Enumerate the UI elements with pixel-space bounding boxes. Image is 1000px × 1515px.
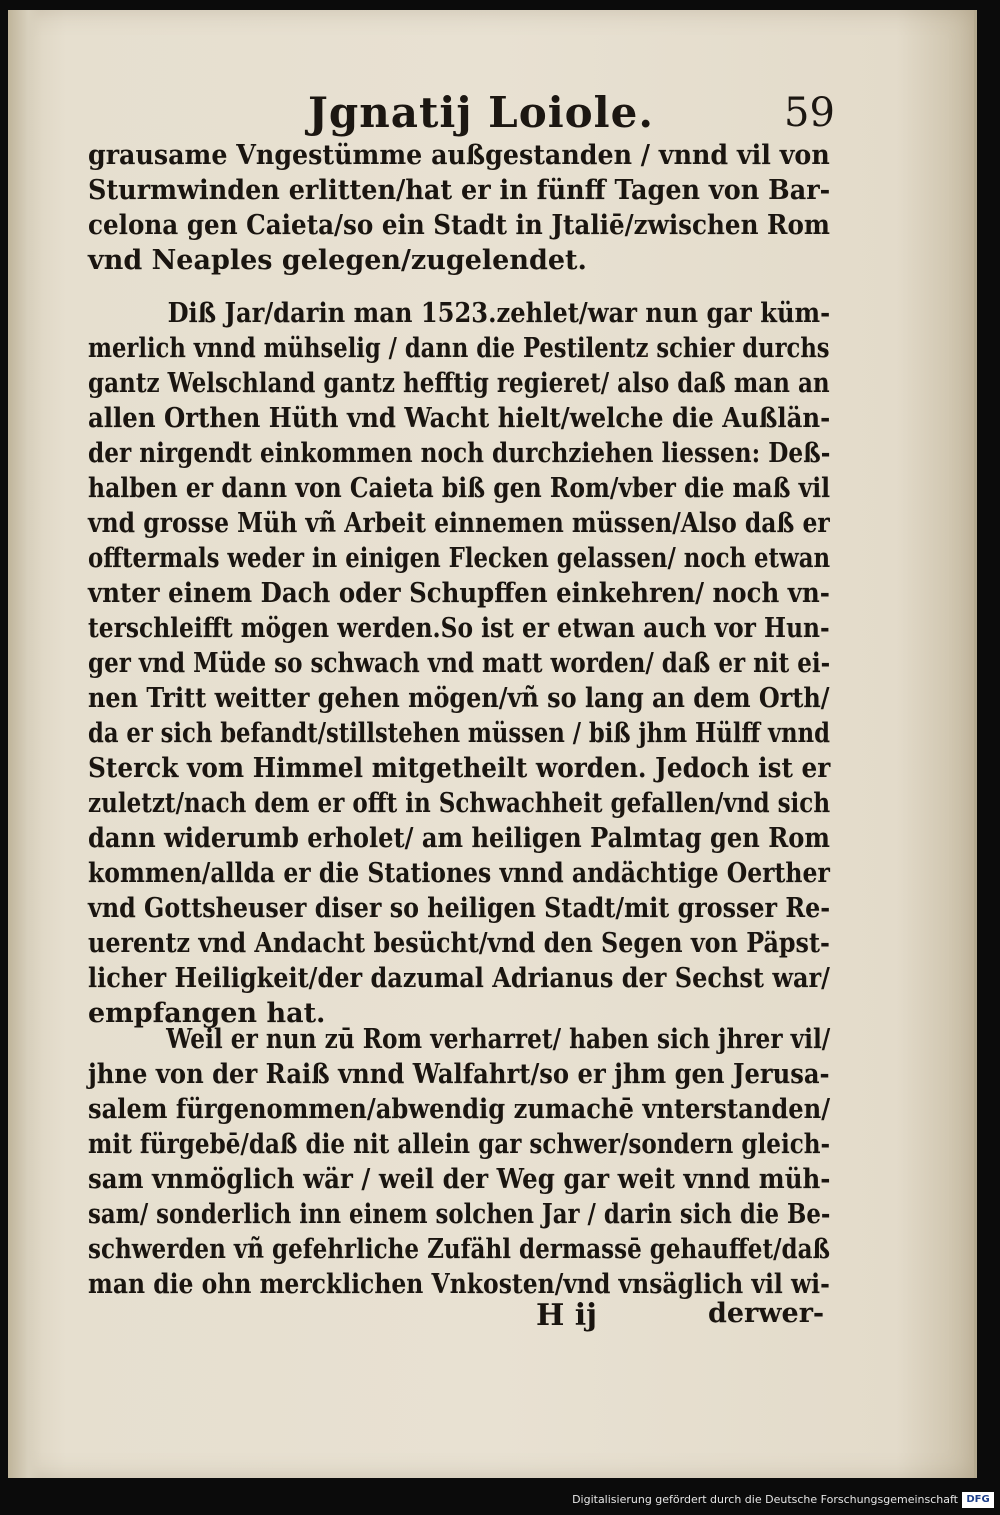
text-line: gantz Welschland gantz hefftig regieret/ also daß man an	[88, 368, 830, 399]
text-line: der nirgendt einkommen noch durchziehen liessen: Deß-	[88, 438, 831, 469]
text-line: nen Tritt weitter gehen mögen/vñ so lang an dem Orth/	[88, 683, 830, 714]
text-line: salem fürgenommen/abwendig zumachē vnterstanden/	[88, 1094, 831, 1125]
signature-mark: H ij	[536, 1298, 598, 1333]
text-line: vnd grosse Müh vñ Arbeit einnemen müssen/Also daß er	[88, 508, 830, 539]
text-line: Sturmwinden erlitten/hat er in fünff Tagen von Bar-	[88, 175, 831, 206]
text-line: dann widerumb erholet/ am heiligen Palmtag gen Rom	[88, 823, 830, 854]
text-line: halben er dann von Caieta biß gen Rom/vber die maß vil	[88, 473, 831, 504]
text-line: zuletzt/nach dem er offt in Schwachheit gefallen/vnd sich	[88, 788, 831, 819]
running-title: Jgnatij Loiole.	[308, 88, 654, 137]
funding-credit: Digitalisierung gefördert durch die Deutsche Forschungsgemeinschaft	[572, 1493, 958, 1506]
text-line: uerentz vnd Andacht besücht/vnd den Segen von Päpst-	[88, 928, 830, 959]
text-line: celona gen Caieta/so ein Stadt in Jtaliē/zwischen Rom	[88, 210, 830, 241]
text-line: empfangen hat.	[88, 998, 326, 1029]
text-line: vnd Neaples gelegen/zugelendet.	[88, 245, 587, 276]
text-line: ger vnd Müde so schwach vnd matt worden/ daß er nit ei-	[88, 648, 831, 679]
credit-bar	[0, 1490, 1000, 1515]
text-line: grausame Vngestümme außgestanden / vnnd vil von	[88, 140, 830, 171]
book-page	[8, 10, 977, 1478]
paragraph	[88, 138, 830, 278]
text-line: Weil er nun zū Rom verharret/ haben sich jhrer vil/	[166, 1024, 831, 1055]
text-line: licher Heiligkeit/der dazumal Adrianus der Sechst war/	[88, 963, 830, 994]
text-line: kommen/allda er die Stationes vnnd andächtige Oerther	[88, 858, 830, 889]
catchword: derwer-	[708, 1298, 825, 1329]
text-line: Diß Jar/darin man 1523.zehlet/war nun gar küm-	[167, 298, 831, 329]
text-line: merlich vnnd mühselig / dann die Pestilentz schier durchs	[88, 333, 830, 364]
paragraph	[88, 1022, 830, 1302]
text-line: vnter einem Dach oder Schupffen einkehren/ noch vn-	[88, 578, 830, 609]
text-line: vnd Gottsheuser diser so heiligen Stadt/mit grosser Re-	[88, 893, 831, 924]
text-line: sam/ sonderlich inn einem solchen Jar / darin sich die Be-	[88, 1199, 831, 1230]
text-line: Sterck vom Himmel mitgetheilt worden. Jedoch ist er	[88, 753, 831, 784]
text-line: man die ohn mercklichen Vnkosten/vnd vnsäglich vil wi-	[88, 1269, 830, 1300]
text-line: schwerden vñ gefehrliche Zufähl dermassē gehauffet/daß	[88, 1234, 831, 1265]
page-footer	[8, 1298, 974, 1338]
page-gutter	[8, 10, 42, 1478]
text-line: sam vnmöglich wär / weil der Weg gar weit vnnd müh-	[88, 1164, 831, 1195]
text-line: allen Orthen Hüth vnd Wacht hielt/welche die Außlän-	[88, 403, 831, 434]
text-line: jhne von der Raiß vnnd Walfahrt/so er jhm gen Jerusa-	[88, 1059, 830, 1090]
text-line: terschleifft mögen werden.So ist er etwan auch vor Hun-	[88, 613, 830, 644]
folio-number: 59	[784, 90, 835, 136]
text-line: offtermals weder in einigen Flecken gelassen/ noch etwan	[88, 543, 831, 574]
dfg-logo: DFG	[962, 1492, 994, 1508]
paragraph	[88, 296, 830, 1031]
text-line: mit fürgebē/daß die nit allein gar schwer/sondern gleich-	[88, 1129, 831, 1160]
text-line: da er sich befandt/stillstehen müssen / biß jhm Hülff vnnd	[88, 718, 830, 749]
